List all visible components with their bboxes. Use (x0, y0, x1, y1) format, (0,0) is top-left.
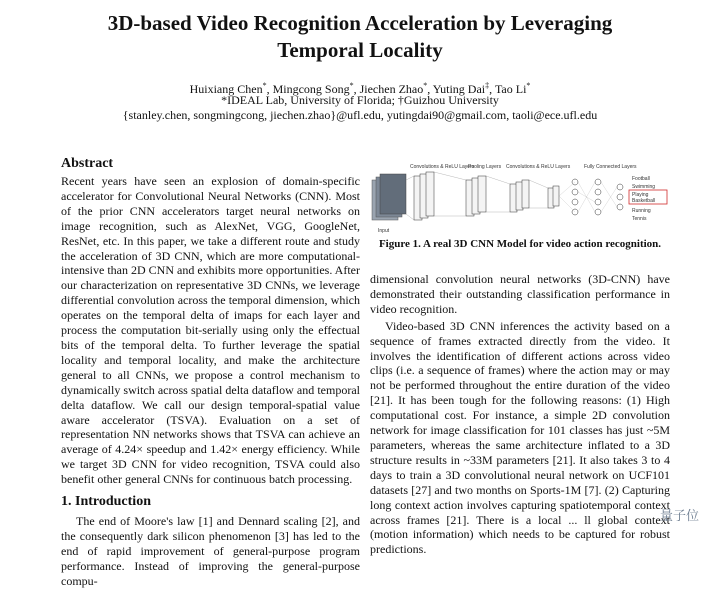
fc-nodes (572, 179, 623, 215)
introduction-text: The end of Moore's law [1] and Dennard scaling [2], and the consequently dark silicon phenomenon [3] has led to the end of rapid improvement of general-purpose program performance. Instead of improving the general-purpose compu- (61, 514, 360, 588)
introduction-heading: 1. Introduction (61, 494, 151, 510)
title-line-2: Temporal Locality (277, 38, 443, 62)
input-frame (380, 174, 406, 214)
class-label: Basketball (632, 198, 656, 204)
layer-label: Convolutions & ReLU Layers (410, 164, 475, 170)
author-name: Tao Li (494, 82, 527, 96)
author-mark: ‡ (485, 81, 490, 90)
left-column (61, 155, 360, 589)
author-name: Yuting Dai (432, 82, 486, 96)
figure-caption: Figure 1. A real 3D CNN Model for video action recognition. (378, 238, 662, 250)
affiliation: *IDEAL Lab, University of Florida; †Guizhou University (221, 93, 499, 107)
class-label: Tennis (632, 216, 647, 222)
author-mark: * (349, 81, 354, 90)
author-name: Jiechen Zhao (359, 82, 424, 96)
author-mark: * (526, 81, 531, 90)
layer-label: Fully Connected Layers (584, 164, 637, 170)
conv-block-2 (510, 180, 559, 212)
conv-block-1 (414, 172, 434, 220)
right-para-1: dimensional convolution neural networks (3D-CNN) have demonstrated their outstanding classification performance in video recognition. (370, 272, 670, 316)
paper-title (40, 10, 680, 64)
title-line-1: 3D-based Video Recognition Acceleration by Leveraging (107, 11, 613, 35)
fc-connections (559, 182, 617, 212)
class-label: Swimming (632, 184, 656, 190)
abstract-text: Recent years have seen an explosion of domain-specific accelerator for Convolutional Neural Networks (CNN). Most of the prior CNN accelerators target neural networks on image recognition, such as AlexNet, VGG, GoogleNet, ResNet, etc. In this paper, we take a different route and study the acceleration of 3D CNN, which are more computational-intensive than 2D CNN and exhibits more opportunities. After our characterization on representative 3D CNNs, we leverage differential convolution across the temporal dimension, which operates on the temporal delta of imaps for each layer and process the computation bit-serially using only the effectual bits of the temporal delta. To further leverage the spatial locality and temporal locality, and make the architecture general to all CNNs, we propose a control mechanism to dynamically switch across spatial delta dataflow and temporal delta dataflow. We call our design temporal-spatial value aware accelerator (TSVA). Evaluation on a set of representation NN networks shows that TSVA can achieve an average of 4.24× speedup and 1.42× energy efficiency. While we target 3D CNN for video recognition, TSVA could also benefit other general CNNs for continuous batch processing. (61, 174, 360, 487)
right-para-2: Video-based 3D CNN inferences the activity based on a sequence of frames extracted directly from the video. It involves the identification of different actions across video clips (i.e. a sequence of frames) where the action may or may not be performed throughout the entire duration of the video [21]. It has been tough for the following reasons: (1) High computational cost. For instance, a simple 2D convolution network for image classification for 101 classes has just ~5M parameters, whereas the same architecture inflated to a 3D structure results in ~33M parameters [21]. It also takes 3 to 4 days to train a 3D convolutional neural network on UCF101 datasets [27] and two months on Sports-1M [7]. (2) Capturing long context action involves capturing spatiotemporal context across frames [21]. There is a local ... ll global context (motion information) which needs to be captured for robust predictions. (370, 318, 670, 557)
watermark-logo: 量子位 (660, 509, 700, 524)
cnn-model-figure (370, 160, 670, 240)
abstract-heading: Abstract (61, 156, 114, 171)
right-column (370, 272, 670, 557)
layer-label: Convolutions & ReLU Layers (506, 164, 571, 170)
cnn-diagram (370, 160, 670, 240)
class-label: Playing (632, 192, 649, 198)
author-name: Mingcong Song (272, 82, 350, 96)
author-emails: {stanley.chen, songmingcong, jiechen.zhao}@ufl.edu, yutingdai90@gmail.com, taoli@ece.ufl.edu (122, 108, 598, 122)
author-mark: * (423, 81, 428, 90)
class-label: Running (632, 208, 651, 214)
pool-block (466, 176, 486, 216)
author-mark: * (262, 81, 267, 90)
author-name: Huixiang Chen (189, 82, 263, 96)
input-label: Input (378, 228, 390, 234)
class-label: Football (632, 176, 650, 182)
author-list: Huixiang Chen*, Mingcong Song*, Jiechen Zhao*, Yuting Dai‡, Tao Li* (189, 81, 531, 96)
layer-label: Pooling Layers (468, 164, 502, 170)
